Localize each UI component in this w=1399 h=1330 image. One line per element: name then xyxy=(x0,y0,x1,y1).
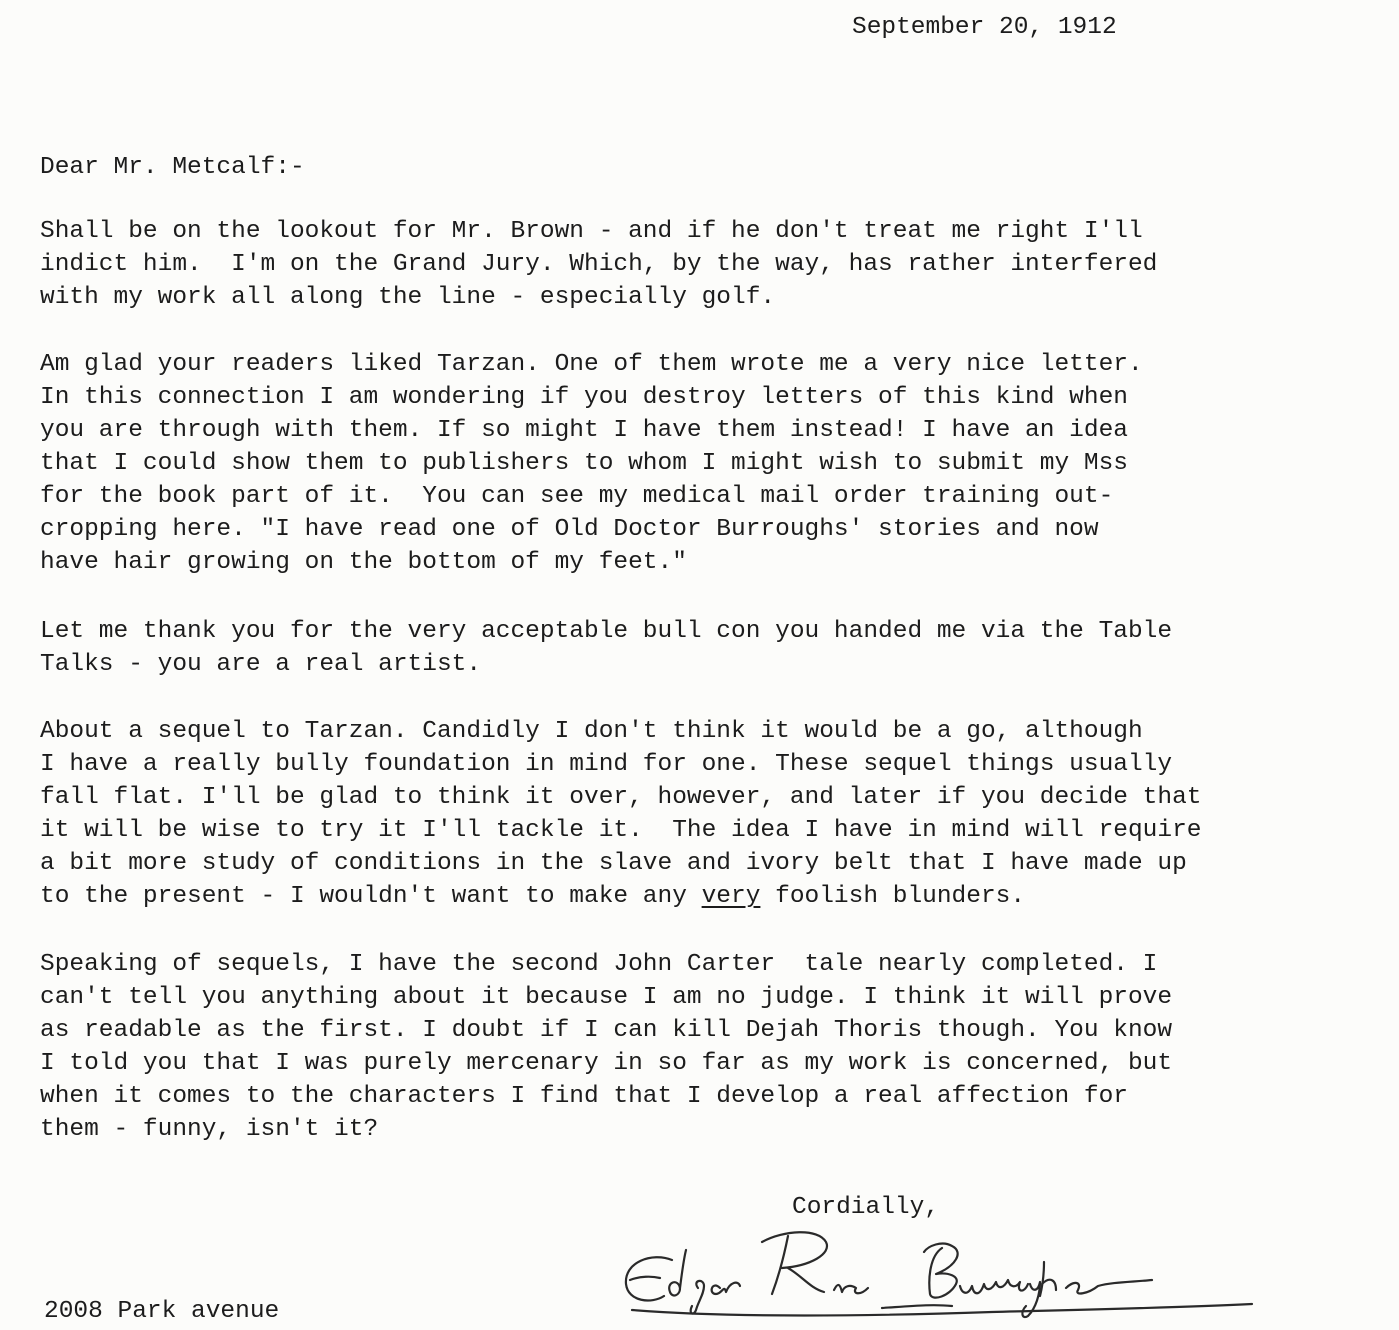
paragraph-line: with my work all along the line - especially golf. xyxy=(40,284,776,311)
paragraph-line: Am glad your readers liked Tarzan. One of them wrote me a very nice letter. xyxy=(40,351,1143,378)
paragraph-line: Speaking of sequels, I have the second John Carter tale nearly completed. I xyxy=(40,951,1158,978)
paragraph-line: In this connection I am wondering if you destroy letters of this kind when xyxy=(40,384,1128,411)
paragraph-john-carter xyxy=(40,948,1172,1146)
paragraph-line: have hair growing on the bottom of my feet." xyxy=(40,549,687,576)
paragraph-line: fall flat. I'll be glad to think it over, however, and later if you decide that xyxy=(40,784,1202,811)
paragraph-line: I have a really bully foundation in mind for one. These sequel things usually xyxy=(40,751,1173,778)
paragraph-line: for the book part of it. You can see my medical mail order training out- xyxy=(40,483,1114,510)
paragraph-line: About a sequel to Tarzan. Candidly I don't think it would be a go, although xyxy=(40,718,1143,745)
paragraph-readers-tarzan xyxy=(40,348,1143,579)
paragraph-line: Talks - you are a real artist. xyxy=(40,651,482,678)
paragraph-table-talks xyxy=(40,615,1172,681)
paragraph-line xyxy=(40,880,1202,913)
paragraph-line: as readable as the first. I doubt if I can kill Dejah Thoris though. You know xyxy=(40,1017,1173,1044)
line-text: foolish blunders. xyxy=(760,883,1026,910)
paragraph-sequel-tarzan xyxy=(40,715,1202,913)
paragraph-line: can't tell you anything about it because I am no judge. I think it will prove xyxy=(40,984,1173,1011)
paragraph-line: cropping here. "I have read one of Old Doctor Burroughs' stories and now xyxy=(40,516,1099,543)
paragraph-line: it will be wise to try it I'll tackle it. The idea I have in mind will require xyxy=(40,817,1202,844)
paragraph-line: Shall be on the lookout for Mr. Brown - and if he don't treat me right I'll xyxy=(40,218,1143,245)
paragraph-mr-brown xyxy=(40,215,1157,314)
closing: Cordially, xyxy=(792,1194,940,1221)
letter-date: September 20, 1912 xyxy=(852,14,1117,41)
return-address: 2008 Park avenue xyxy=(44,1298,280,1325)
salutation: Dear Mr. Metcalf:- xyxy=(40,154,305,181)
paragraph-line: them - funny, isn't it? xyxy=(40,1116,379,1143)
handwritten-signature xyxy=(612,1222,1272,1322)
paragraph-line: when it comes to the characters I find that I develop a real affection for xyxy=(40,1083,1128,1110)
paragraph-line: indict him. I'm on the Grand Jury. Which, by the way, has rather interfered xyxy=(40,251,1158,278)
paragraph-line: Let me thank you for the very acceptable bull con you handed me via the Table xyxy=(40,618,1173,645)
paragraph-line: I told you that I was purely mercenary in so far as my work is concerned, but xyxy=(40,1050,1173,1077)
line-text: to the present - I wouldn't want to make any xyxy=(40,883,702,910)
paragraph-line: that I could show them to publishers to whom I might wish to submit my Mss xyxy=(40,450,1128,477)
paragraph-line: you are through with them. If so might I have them instead! I have an idea xyxy=(40,417,1128,444)
underlined-word: very xyxy=(701,883,761,910)
paragraph-line: a bit more study of conditions in the slave and ivory belt that I have made up xyxy=(40,850,1187,877)
